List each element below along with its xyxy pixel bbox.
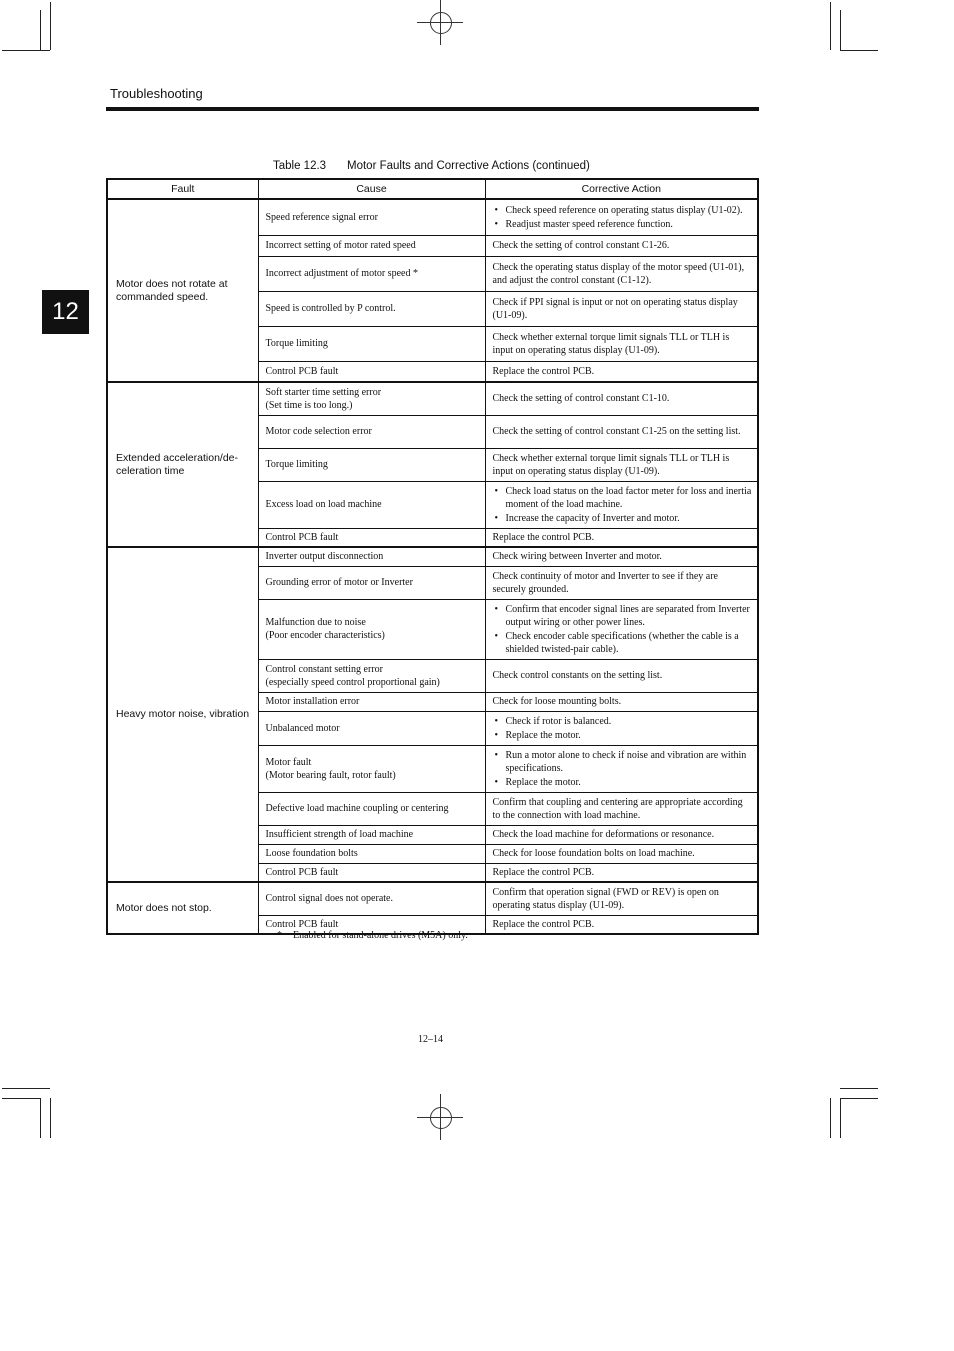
- corrective-action-cell: Check control constants on the setting list.: [485, 659, 758, 692]
- corrective-action-cell: Check the setting of control constant C1-10.: [485, 382, 758, 415]
- cause-text: Soft starter time setting error: [265, 386, 382, 398]
- corrective-action-cell: Check for loose foundation bolts on load machine.: [485, 844, 758, 863]
- corrective-action-cell: Check whether external torque limit signals TLL or TLH is input on operating status display (U1-09).: [485, 326, 758, 361]
- table-header-row: [107, 179, 758, 199]
- cause-cell: [258, 599, 485, 659]
- cause-text: Defective load machine coupling or centering: [265, 803, 449, 814]
- fault-cell: Heavy motor noise, vibration: [107, 547, 258, 882]
- header-rule: [106, 107, 759, 111]
- cause-cell: [258, 711, 485, 745]
- cause-cell: [258, 863, 485, 882]
- cause-text: Incorrect adjustment of motor speed *: [265, 268, 418, 279]
- corrective-action-cell: Check if PPI signal is input or not on operating status display (U1-09).: [485, 291, 758, 326]
- corrective-action-cell: [485, 481, 758, 528]
- cause-text: Control signal does not operate.: [265, 893, 393, 905]
- motor-faults-table: [106, 178, 759, 935]
- fault-cell: Motor does not rotate at commanded speed.: [107, 199, 258, 382]
- cause-text: Inverter output disconnection: [265, 551, 384, 563]
- table-title: Motor Faults and Corrective Actions (continued): [347, 160, 590, 172]
- column-header-corrective-action: Corrective Action: [485, 179, 758, 199]
- action-bullet-list: [493, 603, 753, 656]
- cause-text: Malfunction due to noise: [265, 617, 366, 628]
- cause-text: Speed is controlled by P control.: [265, 303, 396, 314]
- action-bullet-item: • Check encoder cable specifications (whether the cable is a shielded twisted-pair cable).: [493, 630, 753, 656]
- registration-mark-top-icon: [425, 7, 455, 37]
- crop-mark-top-right-v2: [840, 10, 841, 50]
- cause-text: Insufficient strength of load machine: [265, 829, 414, 840]
- cause-cell: [258, 235, 485, 256]
- cause-text: Torque limiting: [265, 338, 328, 349]
- cause-cell: [258, 566, 485, 599]
- cause-text: Motor fault: [265, 756, 312, 768]
- cause-cell: [258, 659, 485, 692]
- crop-mark-top-right-h: [840, 50, 878, 51]
- cause-cell: [258, 547, 485, 566]
- cause-text: (Set time is too long.): [265, 399, 353, 411]
- cause-text: (Motor bearing fault, rotor fault): [265, 769, 396, 781]
- cause-cell: [258, 481, 485, 528]
- registration-mark-bottom-icon: [425, 1102, 455, 1132]
- cause-cell: [258, 692, 485, 711]
- cause-cell: [258, 792, 485, 825]
- cause-cell: [258, 199, 485, 235]
- cause-text: (Poor encoder characteristics): [265, 630, 385, 641]
- corrective-action-cell: Replace the control PCB.: [485, 528, 758, 547]
- crop-mark-top-left-v2: [40, 10, 41, 50]
- cause-cell: [258, 448, 485, 481]
- corrective-action-cell: Check the load machine for deformations or resonance.: [485, 825, 758, 844]
- action-bullet-item: • Replace the motor.: [493, 729, 753, 742]
- cause-text: Motor code selection error: [265, 426, 372, 437]
- action-bullet-item: • Replace the motor.: [493, 776, 753, 789]
- crop-mark-bottom-left-v: [50, 1098, 51, 1138]
- action-bullet-item: • Run a motor alone to check if noise and vibration are within specifications.: [493, 749, 753, 775]
- crop-mark-bottom-right-v2: [840, 1098, 841, 1138]
- table-caption: [273, 160, 590, 172]
- cause-cell: [258, 844, 485, 863]
- cause-text: Control PCB fault: [265, 531, 339, 543]
- action-bullet-item: • Check load status on the load factor meter for loss and inertia moment of the load machine.: [493, 485, 753, 511]
- action-bullet-list: [493, 485, 753, 525]
- fault-cell: Extended acceleration/de-celeration time: [107, 382, 258, 547]
- cause-text: Control constant setting error: [265, 663, 383, 675]
- column-header-cause: Cause: [258, 179, 485, 199]
- action-bullet-item: • Increase the capacity of Inverter and motor.: [493, 512, 753, 525]
- footnote-mark: *: [277, 930, 282, 941]
- cause-text: Unbalanced motor: [265, 722, 340, 734]
- action-bullet-list: [493, 204, 753, 231]
- action-bullet-item: • Confirm that encoder signal lines are separated from Inverter output wiring or other power lines.: [493, 603, 753, 629]
- cause-text: Incorrect setting of motor rated speed: [265, 240, 416, 251]
- action-bullet-item: • Readjust master speed reference function.: [493, 218, 753, 231]
- corrective-action-cell: [485, 745, 758, 792]
- corrective-action-cell: Check for loose mounting bolts.: [485, 692, 758, 711]
- corrective-action-cell: Check continuity of motor and Inverter to see if they are securely grounded.: [485, 566, 758, 599]
- chapter-tab: 12: [42, 290, 89, 334]
- crop-mark-top-left-h: [2, 50, 50, 51]
- corrective-action-cell: Check the setting of control constant C1-25 on the setting list.: [485, 415, 758, 448]
- cause-cell: [258, 825, 485, 844]
- corrective-action-cell: Confirm that coupling and centering are appropriate according to the connection with load machine.: [485, 792, 758, 825]
- corrective-action-cell: [485, 199, 758, 235]
- crop-mark-bottom-right-h: [840, 1088, 878, 1089]
- corrective-action-cell: [485, 711, 758, 745]
- cause-text: Loose foundation bolts: [265, 848, 358, 859]
- cause-text: Torque limiting: [265, 459, 328, 470]
- action-bullet-item: • Check speed reference on operating status display (U1-02).: [493, 204, 753, 217]
- table-row: [107, 199, 758, 235]
- cause-cell: [258, 326, 485, 361]
- cause-text: Motor installation error: [265, 696, 360, 707]
- cause-cell: [258, 361, 485, 382]
- table-row: [107, 547, 758, 566]
- corrective-action-cell: Check wiring between Inverter and motor.: [485, 547, 758, 566]
- page-number: 12–14: [418, 1034, 443, 1045]
- table-body: [107, 199, 758, 934]
- corrective-action-cell: Check whether external torque limit signals TLL or TLH is input on operating status display (U1-09).: [485, 448, 758, 481]
- column-header-fault: Fault: [107, 179, 258, 199]
- action-bullet-list: [493, 749, 753, 789]
- corrective-action-cell: [485, 599, 758, 659]
- corrective-action-cell: Replace the control PCB.: [485, 915, 758, 934]
- action-bullet-item: • Check if rotor is balanced.: [493, 715, 753, 728]
- cause-text: Control PCB fault: [265, 365, 339, 377]
- corrective-action-cell: Replace the control PCB.: [485, 863, 758, 882]
- cause-text: Grounding error of motor or Inverter: [265, 577, 413, 588]
- cause-text: Speed reference signal error: [265, 211, 378, 223]
- cause-cell: [258, 291, 485, 326]
- crop-mark-bottom-left-h2: [2, 1098, 40, 1099]
- crop-mark-top-right-v: [830, 2, 831, 50]
- table-row: [107, 382, 758, 415]
- cause-cell: [258, 415, 485, 448]
- crop-mark-top-left-v: [50, 2, 51, 50]
- footnote: [277, 930, 468, 941]
- cause-cell: [258, 256, 485, 291]
- cause-text: (especially speed control proportional gain): [265, 676, 440, 688]
- cause-cell: [258, 745, 485, 792]
- section-title: Troubleshooting: [110, 86, 203, 101]
- crop-mark-bottom-left-v2: [40, 1098, 41, 1138]
- action-bullet-list: [493, 715, 753, 742]
- table-row: [107, 882, 758, 915]
- corrective-action-cell: Check the operating status display of the motor speed (U1-01), and adjust the control constant (C1-12).: [485, 256, 758, 291]
- corrective-action-cell: Replace the control PCB.: [485, 361, 758, 382]
- cause-text: Excess load on load machine: [265, 499, 382, 510]
- cause-cell: [258, 382, 485, 415]
- cause-cell: [258, 882, 485, 915]
- crop-mark-bottom-left-h: [2, 1088, 50, 1089]
- table-number: Table 12.3: [273, 160, 327, 172]
- cause-cell: [258, 528, 485, 547]
- corrective-action-cell: Check the setting of control constant C1-26.: [485, 235, 758, 256]
- crop-mark-bottom-right-v: [830, 1098, 831, 1138]
- footnote-text: Enabled for stand-alone drives (M5A) only.: [293, 930, 468, 941]
- crop-mark-bottom-right-h2: [840, 1098, 878, 1099]
- corrective-action-cell: Confirm that operation signal (FWD or REV) is open on operating status display (U1-09).: [485, 882, 758, 915]
- cause-text: Control PCB fault: [265, 918, 339, 930]
- fault-cell: Motor does not stop.: [107, 882, 258, 934]
- cause-text: Control PCB fault: [265, 866, 339, 878]
